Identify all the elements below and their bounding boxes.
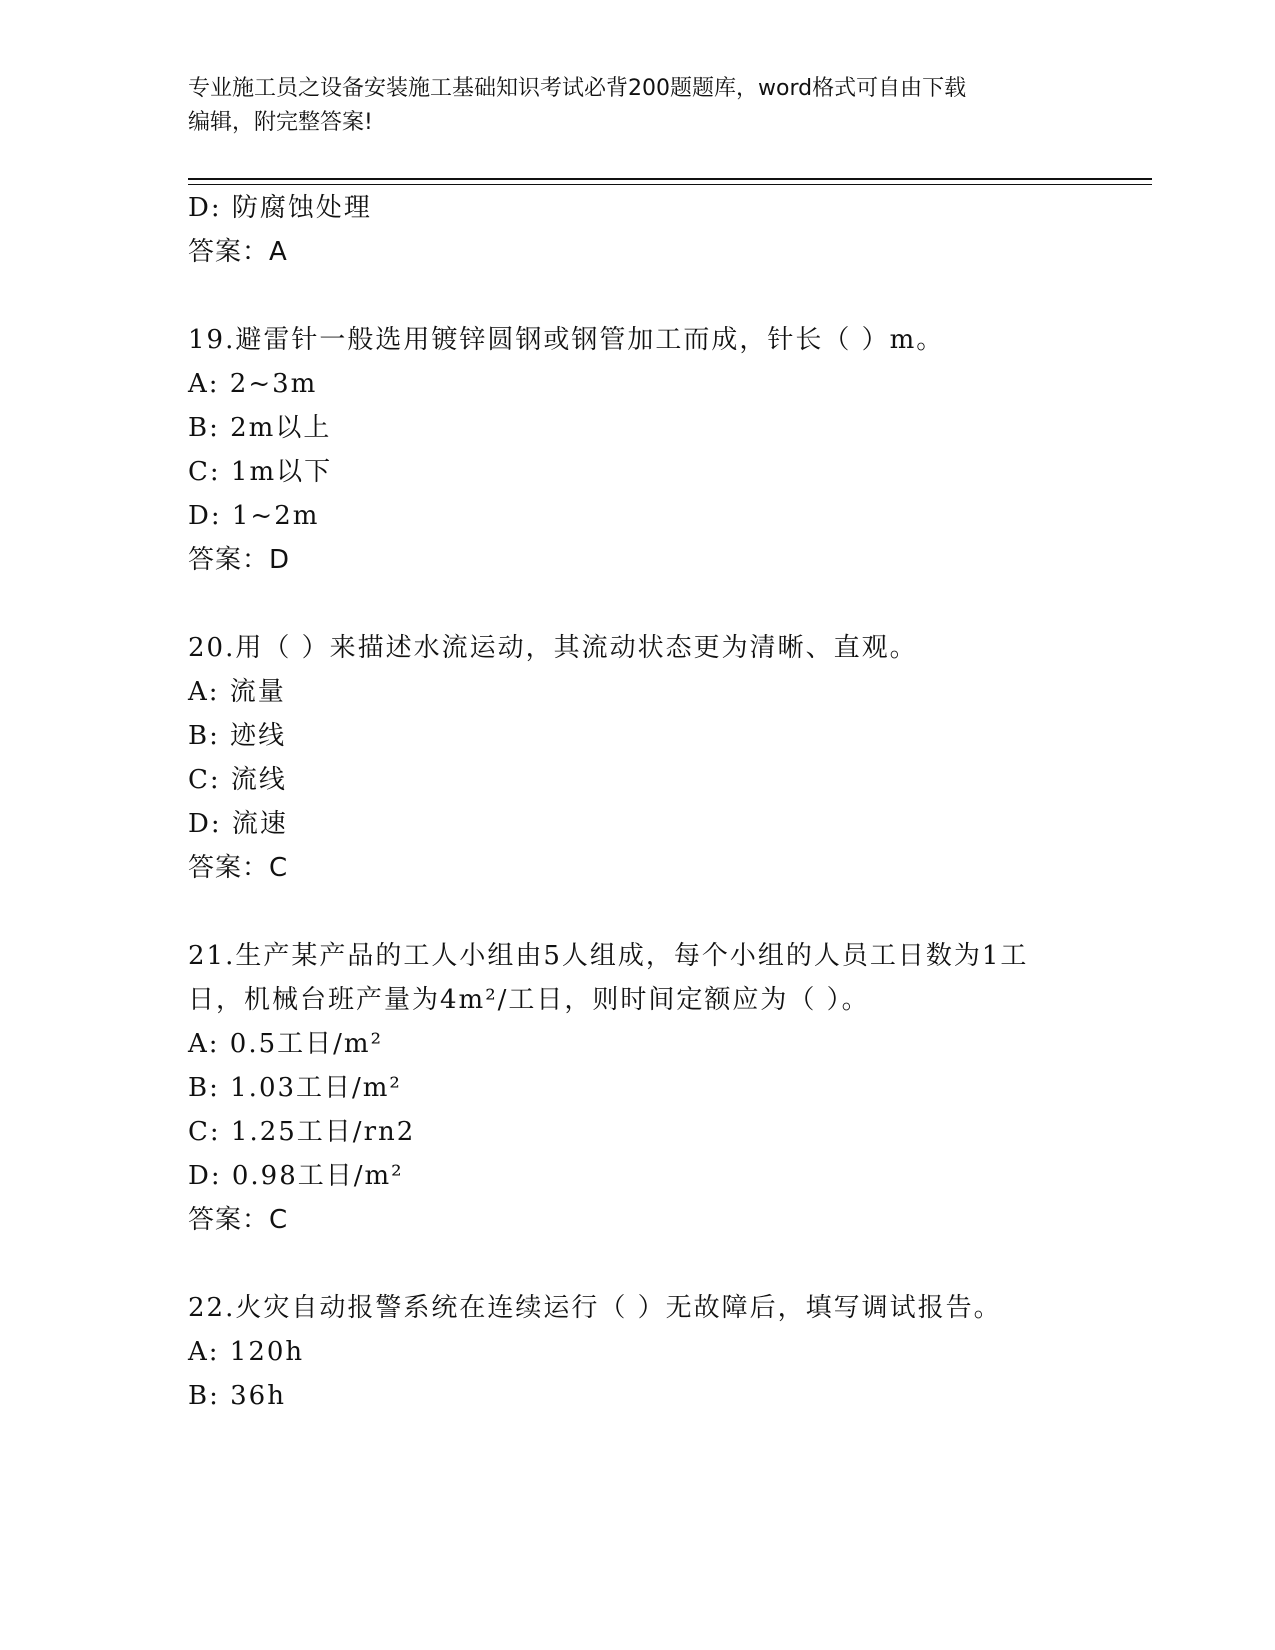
option-b-q20: B: 迹线 bbox=[188, 721, 287, 751]
question-22: 22.火灾自动报警系统在连续运行（ ）无故障后，填写调试报告。 bbox=[188, 1293, 1002, 1323]
option-a-q22: A: 120h bbox=[188, 1337, 305, 1367]
question-19: 19.避雷针一般选用镀锌圆钢或钢管加工而成，针长（ ）m。 bbox=[188, 325, 945, 355]
option-c-q20: C: 流线 bbox=[188, 765, 287, 795]
option-d-q20: D: 流速 bbox=[188, 809, 288, 839]
answer-q20: 答案：C bbox=[188, 853, 289, 883]
option-b-q22: B: 36h bbox=[188, 1381, 286, 1411]
option-c-q21: C: 1.25工日/rn2 bbox=[188, 1117, 416, 1147]
option-a-q21: A: 0.5工日/m² bbox=[188, 1029, 383, 1059]
option-d-q18: D: 防腐蚀处理 bbox=[188, 193, 372, 223]
header-line-1: 专业施工员之设备安装施工基础知识考试必背200题题库，word格式可自由下载 bbox=[188, 76, 967, 101]
option-a-q19: A: 2~3m bbox=[188, 369, 318, 399]
option-b-q19: B: 2m以上 bbox=[188, 413, 332, 443]
option-d-q19: D: 1~2m bbox=[188, 501, 320, 531]
header-divider-thick bbox=[188, 178, 1152, 180]
answer-q21: 答案：C bbox=[188, 1205, 289, 1235]
header-divider-thin bbox=[188, 184, 1152, 185]
question-21-line-1: 21.生产某产品的工人小组由5人组成，每个小组的人员工日数为1工 bbox=[188, 941, 1029, 971]
header-line-2: 编辑，附完整答案! bbox=[188, 110, 373, 135]
page-header bbox=[188, 72, 1068, 140]
question-21-line-2: 日，机械台班产量为4m²/工日，则时间定额应为（ ）。 bbox=[188, 985, 870, 1015]
answer-q18: 答案：A bbox=[188, 237, 288, 267]
option-d-q21: D: 0.98工日/m² bbox=[188, 1161, 404, 1191]
option-b-q21: B: 1.03工日/m² bbox=[188, 1073, 402, 1103]
option-a-q20: A: 流量 bbox=[188, 677, 286, 707]
question-20: 20.用（ ）来描述水流运动，其流动状态更为清晰、直观。 bbox=[188, 633, 918, 663]
option-c-q19: C: 1m以下 bbox=[188, 457, 333, 487]
answer-q19: 答案：D bbox=[188, 545, 291, 575]
